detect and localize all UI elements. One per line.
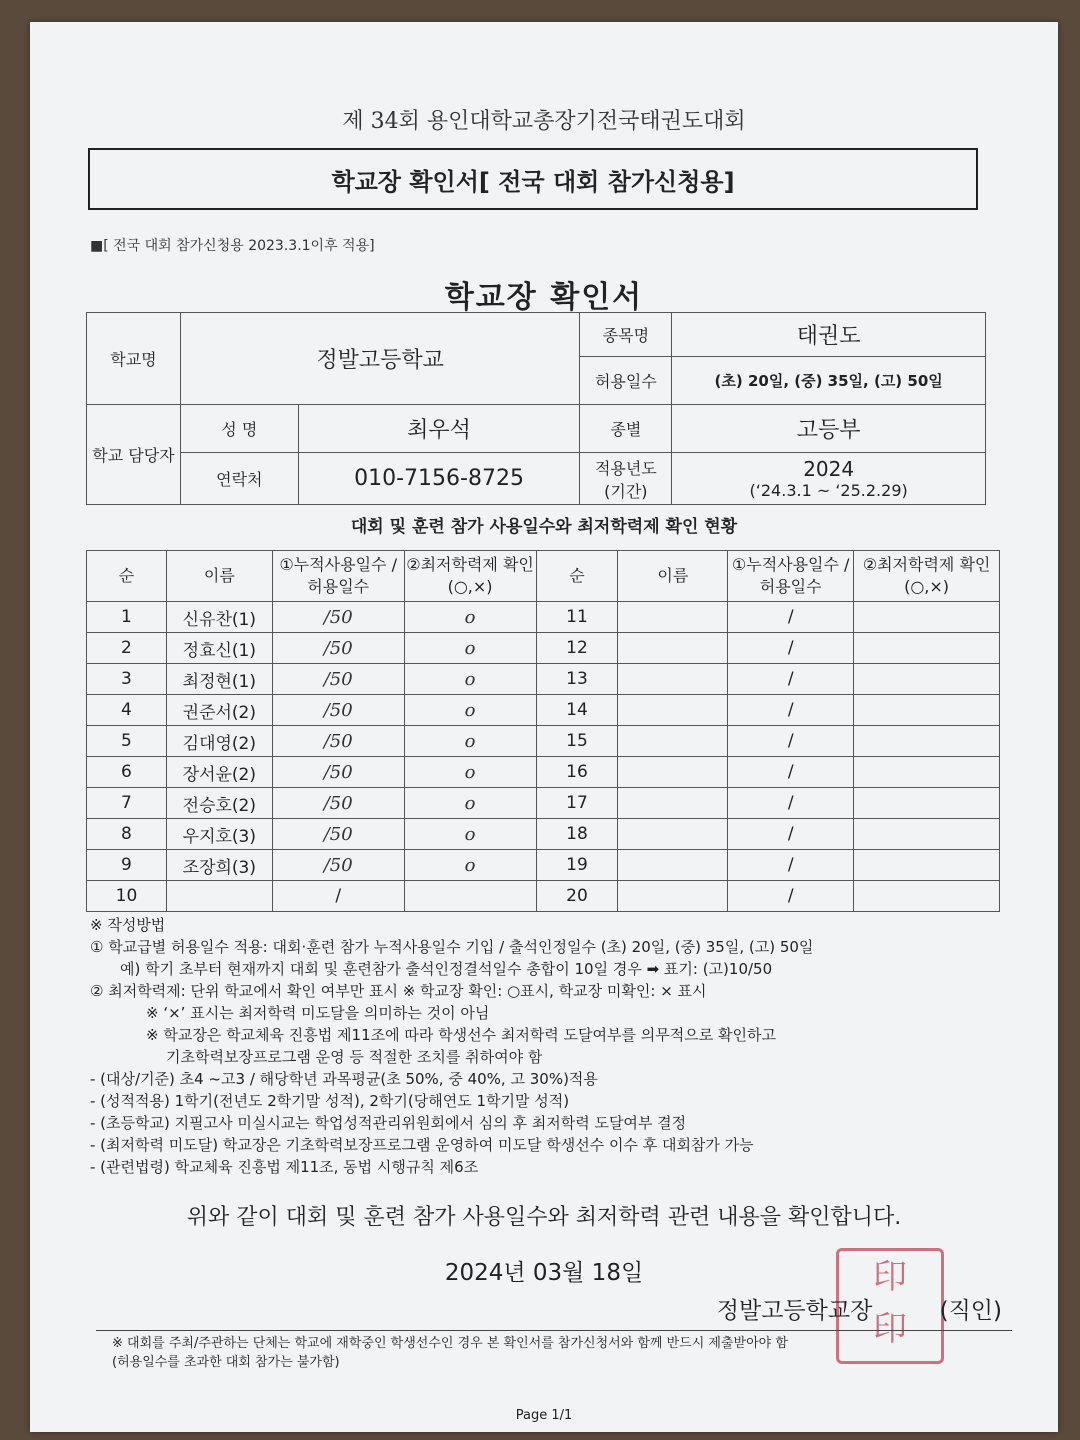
row-days: /50 <box>272 602 404 633</box>
event-value: 태권도 <box>672 313 986 357</box>
name-label: 성 명 <box>180 405 298 453</box>
info-table <box>86 312 986 505</box>
signer-name: 정발고등학교장 <box>716 1298 873 1324</box>
table-row <box>87 633 1000 664</box>
table-row <box>87 726 1000 757</box>
table-row <box>87 819 1000 850</box>
col-no: 순 <box>87 551 167 602</box>
row-check: o <box>404 757 536 788</box>
school-value: 정발고등학교 <box>180 313 580 405</box>
row-name: 전승호(2) <box>166 788 272 819</box>
row-no-2: 17 <box>536 788 618 819</box>
name-value: 최우석 <box>298 405 580 453</box>
row-check: o <box>404 788 536 819</box>
year-value: 2024 <box>803 457 855 481</box>
issue-date: 2024년 03월 18일 <box>444 1260 644 1286</box>
row-check-2 <box>854 788 1000 819</box>
instruction-line: 예) 학기 초부터 현재까지 대회 및 훈련참가 출석인정결석일수 총합이 10일 경우 ➡ 표기: (고)10/50 <box>120 960 773 978</box>
col-name: 이름 <box>166 551 272 602</box>
col-days: ①누적사용일수 /허용일수 <box>272 551 404 602</box>
col-check-2: ②최저학력제 확인(○,×) <box>854 551 1000 602</box>
row-days-2: / <box>728 757 854 788</box>
footer-divider <box>96 1330 1012 1331</box>
footer-note <box>112 1334 788 1372</box>
table-row <box>87 602 1000 633</box>
row-no-2: 19 <box>536 850 618 881</box>
table-row <box>87 757 1000 788</box>
table-row <box>87 788 1000 819</box>
instructions <box>90 914 1010 1178</box>
row-days-2: / <box>728 664 854 695</box>
row-name-2 <box>618 819 728 850</box>
row-check-2 <box>854 819 1000 850</box>
row-days: /50 <box>272 757 404 788</box>
row-days: /50 <box>272 726 404 757</box>
row-check-2 <box>854 881 1000 912</box>
row-name-2 <box>618 726 728 757</box>
row-check: o <box>404 664 536 695</box>
footer-note-line-1: ※ 대회를 주최/주관하는 단체는 학교에 재학중인 학생선수인 경우 본 확인서를 참가신청서와 함께 반드시 제출받아야 함 <box>112 1336 788 1351</box>
instruction-line: ② 최저학력제: 단위 학교에서 확인 여부만 표시 ※ 학교장 확인: ○표시, 학교장 미확인: × 표시 <box>90 982 707 1000</box>
row-check-2 <box>854 695 1000 726</box>
row-no: 6 <box>87 757 167 788</box>
row-name: 조장희(3) <box>166 850 272 881</box>
row-days: /50 <box>272 664 404 695</box>
row-name-2 <box>618 664 728 695</box>
row-days-2: / <box>728 633 854 664</box>
row-days: /50 <box>272 788 404 819</box>
row-no: 5 <box>87 726 167 757</box>
row-days-2: / <box>728 850 854 881</box>
row-no-2: 20 <box>536 881 618 912</box>
row-check: o <box>404 695 536 726</box>
row-check-2 <box>854 726 1000 757</box>
instruction-line: - (관련법령) 학교체육 진흥법 제11조, 동법 시행규칙 제6조 <box>90 1158 479 1176</box>
row-no: 3 <box>87 664 167 695</box>
table-row <box>87 881 1000 912</box>
instruction-line: ① 학교급별 허용일수 적용: 대회·훈련 참가 누적사용일수 기입 / 출석인정일수 (초) 20일, (중) 35일, (고) 50일 <box>90 938 814 956</box>
instruction-line: - (성적적용) 1학기(전년도 2학기말 성적), 2학기(당해연도 1학기말 성적) <box>90 1092 570 1110</box>
row-no: 8 <box>87 819 167 850</box>
row-days-2: / <box>728 726 854 757</box>
row-name-2 <box>618 881 728 912</box>
row-name: 장서윤(2) <box>166 757 272 788</box>
instruction-heading: ※ 작성방법 <box>90 916 166 934</box>
row-days-2: / <box>728 695 854 726</box>
col-name-2: 이름 <box>618 551 728 602</box>
event-title: 제 34회 용인대학교총장기전국태권도대회 <box>342 109 746 134</box>
document-page <box>30 22 1058 1432</box>
row-name: 정효신(1) <box>166 633 272 664</box>
year-label-period: (기간) <box>604 481 648 501</box>
roster-table <box>86 550 1000 912</box>
row-check-2 <box>854 664 1000 695</box>
col-days-2: ①누적사용일수 /허용일수 <box>728 551 854 602</box>
row-name: 신유찬(1) <box>166 602 272 633</box>
row-name: 우지호(3) <box>166 819 272 850</box>
section-title: 대회 및 훈련 참가 사용일수와 최저학력제 확인 현황 <box>350 517 738 537</box>
instruction-line: - (대상/기준) 초4 ~고3 / 해당학년 과목평균(초 50%, 중 40%, 고 30%)적용 <box>90 1070 598 1088</box>
contact-value: 010-7156-8725 <box>298 453 580 505</box>
row-no: 9 <box>87 850 167 881</box>
row-name-2 <box>618 850 728 881</box>
year-label-cell <box>580 453 672 505</box>
row-check <box>404 881 536 912</box>
row-name-2 <box>618 602 728 633</box>
allowed-days-value: (초) 20일, (중) 35일, (고) 50일 <box>672 357 986 405</box>
row-days: / <box>272 881 404 912</box>
row-no-2: 13 <box>536 664 618 695</box>
allowed-days-label: 허용일수 <box>580 357 672 405</box>
row-check-2 <box>854 633 1000 664</box>
row-check: o <box>404 850 536 881</box>
row-days: /50 <box>272 850 404 881</box>
page-number: Page 1/1 <box>515 1408 573 1423</box>
row-name-2 <box>618 633 728 664</box>
instruction-line: ※ 학교장은 학교체육 진흥법 제11조에 따라 학생선수 최저학력 도달여부를 의무적으로 확인하고 <box>146 1026 776 1044</box>
row-check-2 <box>854 850 1000 881</box>
row-no-2: 12 <box>536 633 618 664</box>
signer-role: (직인) <box>939 1298 1002 1324</box>
row-days-2: / <box>728 602 854 633</box>
official-seal-stamp: 印 印 <box>836 1248 944 1364</box>
row-days-2: / <box>728 819 854 850</box>
row-name-2 <box>618 788 728 819</box>
row-days: /50 <box>272 633 404 664</box>
row-check: o <box>404 726 536 757</box>
row-name <box>166 881 272 912</box>
row-name: 최정현(1) <box>166 664 272 695</box>
row-check: o <box>404 602 536 633</box>
col-no-2: 순 <box>536 551 618 602</box>
instruction-line: - (최저학력 미도달) 학교장은 기초학력보장프로그램 운영하여 미도달 학생선수 이수 후 대회참가 가능 <box>90 1136 754 1154</box>
document-title-box: 학교장 확인서[ 전국 대회 참가신청용] <box>88 148 978 210</box>
row-days: /50 <box>272 819 404 850</box>
row-no-2: 18 <box>536 819 618 850</box>
footer-note-line-2: (허용일수를 초과한 대회 참가는 불가함) <box>112 1355 340 1370</box>
row-name: 권준서(2) <box>166 695 272 726</box>
year-label: 적용년도 <box>594 458 657 478</box>
row-no: 2 <box>87 633 167 664</box>
row-days-2: / <box>728 881 854 912</box>
division-value: 고등부 <box>672 405 986 453</box>
year-period: (‘24.3.1 ~ ‘25.2.29) <box>749 481 908 500</box>
page-title: 학교장 확인서 <box>444 280 644 315</box>
row-name-2 <box>618 757 728 788</box>
row-no-2: 14 <box>536 695 618 726</box>
row-check-2 <box>854 602 1000 633</box>
row-no: 4 <box>87 695 167 726</box>
year-value-cell <box>672 453 986 505</box>
row-no: 1 <box>87 602 167 633</box>
row-check-2 <box>854 757 1000 788</box>
contact-label: 연락처 <box>180 453 298 505</box>
row-name: 김대영(2) <box>166 726 272 757</box>
school-label: 학교명 <box>87 313 181 405</box>
row-no: 7 <box>87 788 167 819</box>
instruction-line: 기초학력보장프로그램 운영 등 적절한 조치를 취하여야 함 <box>166 1048 543 1066</box>
instruction-line: - (초등학교) 지필고사 미실시교는 학업성적관리위원회에서 심의 후 최저학력 도달여부 결정 <box>90 1114 687 1132</box>
row-no: 10 <box>87 881 167 912</box>
instruction-line: ※ ‘×’ 표시는 최저학력 미도달을 의미하는 것이 아님 <box>146 1004 490 1022</box>
applicability-note: ■[ 전국 대회 참가신청용 2023.3.1이후 적용] <box>90 238 375 254</box>
table-row <box>87 695 1000 726</box>
row-days-2: / <box>728 788 854 819</box>
confirmation-statement: 위와 같이 대회 및 훈련 참가 사용일수와 최저학력 관련 내용을 확인합니다. <box>186 1205 902 1230</box>
signer <box>717 1292 1002 1325</box>
row-no-2: 16 <box>536 757 618 788</box>
division-label: 종별 <box>580 405 672 453</box>
manager-label: 학교 담당자 <box>87 405 181 505</box>
row-name-2 <box>618 695 728 726</box>
row-days: /50 <box>272 695 404 726</box>
row-check: o <box>404 633 536 664</box>
col-check: ②최저학력제 확인(○,×) <box>404 551 536 602</box>
row-no-2: 11 <box>536 602 618 633</box>
row-check: o <box>404 819 536 850</box>
table-row <box>87 850 1000 881</box>
event-label: 종목명 <box>580 313 672 357</box>
row-no-2: 15 <box>536 726 618 757</box>
table-row <box>87 664 1000 695</box>
